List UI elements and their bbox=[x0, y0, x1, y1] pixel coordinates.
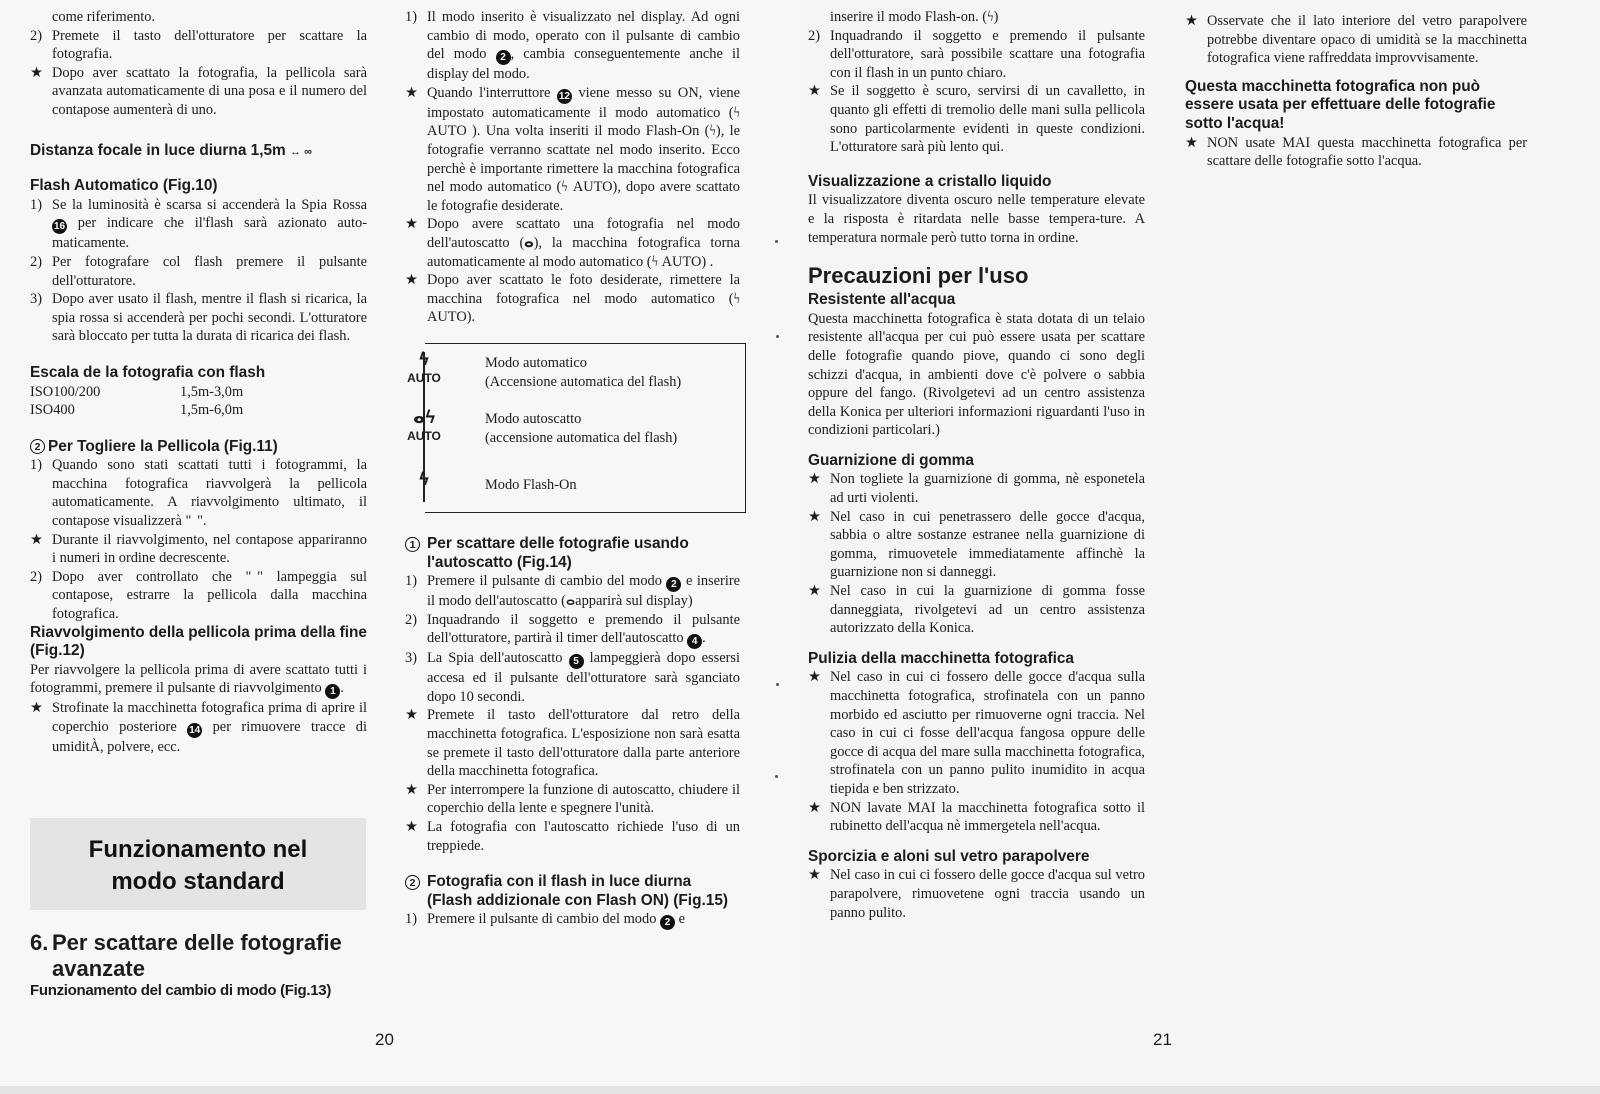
callout-badge: 2 bbox=[660, 915, 675, 930]
list-item: 2) Per fotografare col flash premere il pulsante dell'otturatore. bbox=[30, 253, 367, 289]
section-heading: Visualizzazione a cristallo liquido bbox=[808, 172, 1052, 190]
section-heading: Flash Automatico (Fig.10) bbox=[30, 177, 218, 195]
section-heading: 2 Fotografia con il flash in luce diurna (Flash addizionale con Flash ON) (Fig.15) bbox=[405, 873, 740, 910]
note-item: ★ Durante il riavvolgimento, nel contapose appariranno i numeri in ordine decrescente. bbox=[30, 531, 367, 567]
text-line: come riferimento. bbox=[52, 9, 156, 25]
note-item: ★ Quando l'interruttore 12 viene messo su ON, viene impostato automaticamente il modo automatico (ϟ AUTO ). Una volta inseriti il modo Flash-On (ϟ), le fotografie verranno scattate nel modo inserito. Ecco perchè è importante rimettere la macchina fotografica nel modo automatico (ϟ AUTO), dopo avere scattato le fotografie desiderate. bbox=[405, 84, 740, 214]
scan-speck bbox=[776, 683, 779, 686]
table-cell: 1,5m-3,0m bbox=[180, 383, 244, 400]
paragraph: Questa macchinetta fotografica è stata dotata di un telaio resistente all'acqua per cui può essere usata per scattare delle fotografie quando piove, quando ci sono degli schizzi d'acqua, in ambienti dove c'è polvere o sabbia oppure del fango. (Rivolgetevi ad un centro assistenza della Konica per ulteriori informazioni riguardanti l'uso in condizioni particolari.) bbox=[808, 310, 1145, 439]
section-heading: Guarnizione di gomma bbox=[808, 451, 974, 469]
banner-line: modo standard bbox=[111, 868, 285, 895]
page-number-left: 20 bbox=[375, 1030, 394, 1049]
table-cell: ISO400 bbox=[30, 402, 75, 419]
callout-badge: 12 bbox=[558, 90, 570, 102]
callout-badge: 16 bbox=[53, 221, 66, 233]
section-heading: 2 Per Togliere la Pellicola (Fig.11) bbox=[30, 438, 367, 457]
mode-label: Modo automatico (Accensione automatica del flash) bbox=[485, 354, 682, 390]
note-item: ★ La fotografia con l'autoscatto richiede l'uso di un treppiede. bbox=[405, 819, 740, 854]
section-banner bbox=[30, 818, 366, 910]
list-item: 1) Se la luminosità è scarsa si accenderà la Spia Rossa 16 per indicare che il'flash sarà azionato auto-maticamente. bbox=[30, 196, 367, 252]
callout-badge: 1 bbox=[325, 684, 340, 699]
callout-badge: 14 bbox=[189, 725, 201, 736]
note-item: ★ Nel caso in cui ci fossero delle gocce d'acqua sul vetro parapolvere, rimuovetene ogni traccia usando un panno pulito. bbox=[808, 867, 1145, 921]
mode-label: Modo Flash-On bbox=[485, 476, 577, 493]
list-item: 2) Premete il tasto dell'otturatore per scattare la fotografia. bbox=[30, 27, 367, 63]
section-heading: Pulizia della macchinetta fotografica bbox=[808, 649, 1074, 667]
text-line: inserire il modo Flash-on. (ϟ) bbox=[830, 9, 999, 25]
warning-heading: Questa macchinetta fotografica non può essere usata per effettuare delle fotografie sotto l'acqua! bbox=[1185, 77, 1496, 132]
list-item: 1) Premere il pulsante di cambio del modo 2 e inserire il modo dell'autoscatto (ⴰapparirà sul display) bbox=[405, 573, 740, 610]
section-title: Precauzioni per l'uso bbox=[808, 263, 1029, 289]
callout-badge: 2 bbox=[496, 50, 511, 65]
section-heading: Distanza focale in luce diurna 1,5m ↔ ∞ bbox=[30, 141, 312, 159]
self-timer-flash-icon: ⴰϟ AUTO bbox=[407, 406, 441, 443]
section-heading: Resistente all'acqua bbox=[808, 291, 956, 309]
note-item: ★ NON usate MAI questa macchinetta fotografica per scattare delle fotografie sotto l'acqua. bbox=[1185, 134, 1527, 170]
list-item: 2) Inquadrando il soggetto e premendo il pulsante dell'otturatore, sarà possibile scattare una fotografia con il flash in un punto chiaro. bbox=[808, 27, 1145, 81]
note-item: ★ Per interrompere la funzione di autoscatto, chiudere il coperchio della lente e spegnere l'unità. bbox=[405, 781, 740, 817]
list-item: 2) Inquadrando il soggetto e premendo il pulsante dell'otturatore, partirà il timer dell'autoscatto 4 . bbox=[405, 611, 740, 648]
right-page bbox=[800, 0, 1600, 1094]
column-2 bbox=[405, 8, 740, 930]
scan-speck bbox=[775, 240, 778, 243]
column-3 bbox=[808, 8, 1145, 922]
note-item: ★ Nel caso in cui penetrassero delle gocce d'acqua, sabbia o altre sostanze estranee nella guarnizione di gomma, rimuovetele immediatamente affinchè la guarnizione non si danneggi. bbox=[808, 508, 1145, 581]
section-title: 6. Per scattare delle fotografie avanzate bbox=[30, 930, 342, 981]
note-item: ★ Dopo aver scattato la fotografia, la pellicola sarà avanzata automaticamente di una posa e il numero del contapose aumenterà di uno. bbox=[30, 64, 367, 118]
section-6 bbox=[30, 930, 375, 1001]
banner-line: Funzionamento nel bbox=[88, 836, 308, 863]
self-timer-icon: ⴰ bbox=[524, 234, 534, 251]
section-heading: Riavvolgimento della pellicola prima della fine (Fig.12) bbox=[30, 623, 367, 660]
scan-edge bbox=[0, 1086, 1600, 1094]
section-heading: Sporcizia e aloni sul vetro parapolvere bbox=[808, 847, 1090, 865]
list-item: 2) Dopo aver controllato che " " lampeggia sul contapose, estrarre la pellicola dalla macchina fotografica. bbox=[30, 568, 367, 623]
callout-badge: 5 bbox=[569, 654, 584, 669]
section-subtitle: Funzionamento del cambio di modo (Fig.13) bbox=[30, 982, 332, 999]
note-item: ★ Dopo avere scattato una fotografia nel modo dell'autoscatto (ⴰ), la macchina fotografica torna automaticamente al modo automatico (ϟ AUTO) . bbox=[405, 216, 740, 270]
scan-speck bbox=[775, 775, 778, 778]
column-1 bbox=[30, 8, 367, 757]
circled-number: 2 bbox=[405, 875, 420, 890]
note-item: ★ Dopo aver scattato le foto desiderate, rimettere la macchina fotografica nel modo automatico (ϟ AUTO). bbox=[405, 272, 740, 326]
list-item: 3) La Spia dell'autoscatto 5 lampeggierà dopo essersi accesa ed il pulsante dell'otturatore sarà sganciato dopo 10 secondi. bbox=[405, 650, 740, 705]
note-item: ★ Premete il tasto dell'otturatore dal retro della macchinetta fotografica. L'esposizione non sarà esatta se premete il tasto dell'otturatore dalla parte anteriore della macchinetta fotografica. bbox=[405, 707, 740, 780]
callout-badge: 2 bbox=[666, 577, 681, 592]
callout-badge: 4 bbox=[687, 634, 702, 649]
flash-range-table bbox=[30, 383, 367, 420]
note-item: ★ Non togliete la guarnizione di gomma, nè esponetela ad urti violenti. bbox=[808, 471, 1145, 507]
table-cell: 1,5m-6,0m bbox=[180, 402, 244, 419]
page-number-right: 21 bbox=[1153, 1030, 1172, 1049]
circled-number: 2 bbox=[30, 439, 45, 454]
mode-diagram bbox=[407, 343, 746, 513]
section-heading: 1 Per scattare delle fotografie usando l'autoscatto (Fig.14) bbox=[405, 535, 740, 572]
flash-on-icon: ϟ bbox=[419, 468, 429, 489]
mode-label: Modo autoscatto (accensione automatica del flash) bbox=[485, 410, 678, 446]
flash-auto-icon: ϟ AUTO bbox=[407, 348, 441, 385]
note-item: ★ Se il soggetto è scuro, servirsi di un cavalletto, in quanto gli effetti di tremolio delle mani sulla pellicola sono particolarmente evidenti in queste condizioni. L'otturatore sarà più lento qui. bbox=[808, 83, 1145, 156]
note-item: ★ Nel caso in cui la guarnizione di gomma fosse danneggiata, rivolgetevi ad un centro assistenza autorizzato della Konica. bbox=[808, 583, 1145, 637]
list-item: 1) Il modo inserito è visualizzato nel display. Ad ogni cambio di modo, operato con il pulsante di cambio del modo 2 , cambia conseguentemente anche il display del modo. bbox=[405, 9, 740, 83]
table-cell: ISO100/200 bbox=[30, 383, 101, 400]
list-item: 1) Quando sono stati scattati tutti i fotogrammi, la macchina fotografica riavvolgerà la pellicola automaticamente. A riavvolgimento ultimato, il contapose visualizzerà " ". bbox=[30, 457, 367, 530]
note-item: ★ Nel caso in cui ci fossero delle gocce d'acqua sulla macchinetta fotografica, strofinatela con un panno morbido ed asciutto per rimuoverne ogni traccia. Nel caso in cui ci fosse dell'acqua fangosa oppure delle gocce di acqua del mare sulla macchinetta fotografica, strofinatela con un panno pulito inumidito in acqua tiepida e ben strizzato. bbox=[808, 669, 1145, 797]
paragraph: Il visualizzatore diventa oscuro nelle temperature elevate e la risposta è ritardata nelle basse tempera-ture. A temperatura normale però tutto torna in ordine. bbox=[808, 192, 1145, 246]
scan-speck bbox=[776, 335, 779, 338]
note-item: ★ Strofinate la macchinetta fotografica prima di aprire il coperchio posteriore 14 per rimuovere tracce di umiditÀ, polvere, ecc. bbox=[30, 700, 367, 755]
note-item: ★ Osservate che il lato interiore del vetro parapolvere potrebbe diventare opaco di umidità se la macchinetta fotografica viene raffreddata improvvisamente. bbox=[1185, 13, 1527, 67]
section-heading: Escala de la fotografia con flash bbox=[30, 363, 266, 381]
column-4 bbox=[1185, 12, 1527, 171]
paragraph: Per riavvolgere la pellicola prima di avere scattato tutti i fotogrammi, premere il pulsante di riavvolgimento 1 . bbox=[30, 661, 367, 698]
note-item: ★ NON lavate MAI la macchinetta fotografica sotto il rubinetto dell'acqua nè immergetela nell'acqua. bbox=[808, 799, 1145, 835]
list-item: 1) Premere il pulsante di cambio del modo 2 e bbox=[405, 911, 685, 929]
list-item: 3) Dopo aver usato il flash, mentre il flash si ricarica, la spia rossa si accenderà per pochi secondi. L'otturatore sarà bloccato per tutta la durata di ricarica dei flash. bbox=[30, 291, 367, 345]
circled-number: 1 bbox=[405, 537, 420, 552]
